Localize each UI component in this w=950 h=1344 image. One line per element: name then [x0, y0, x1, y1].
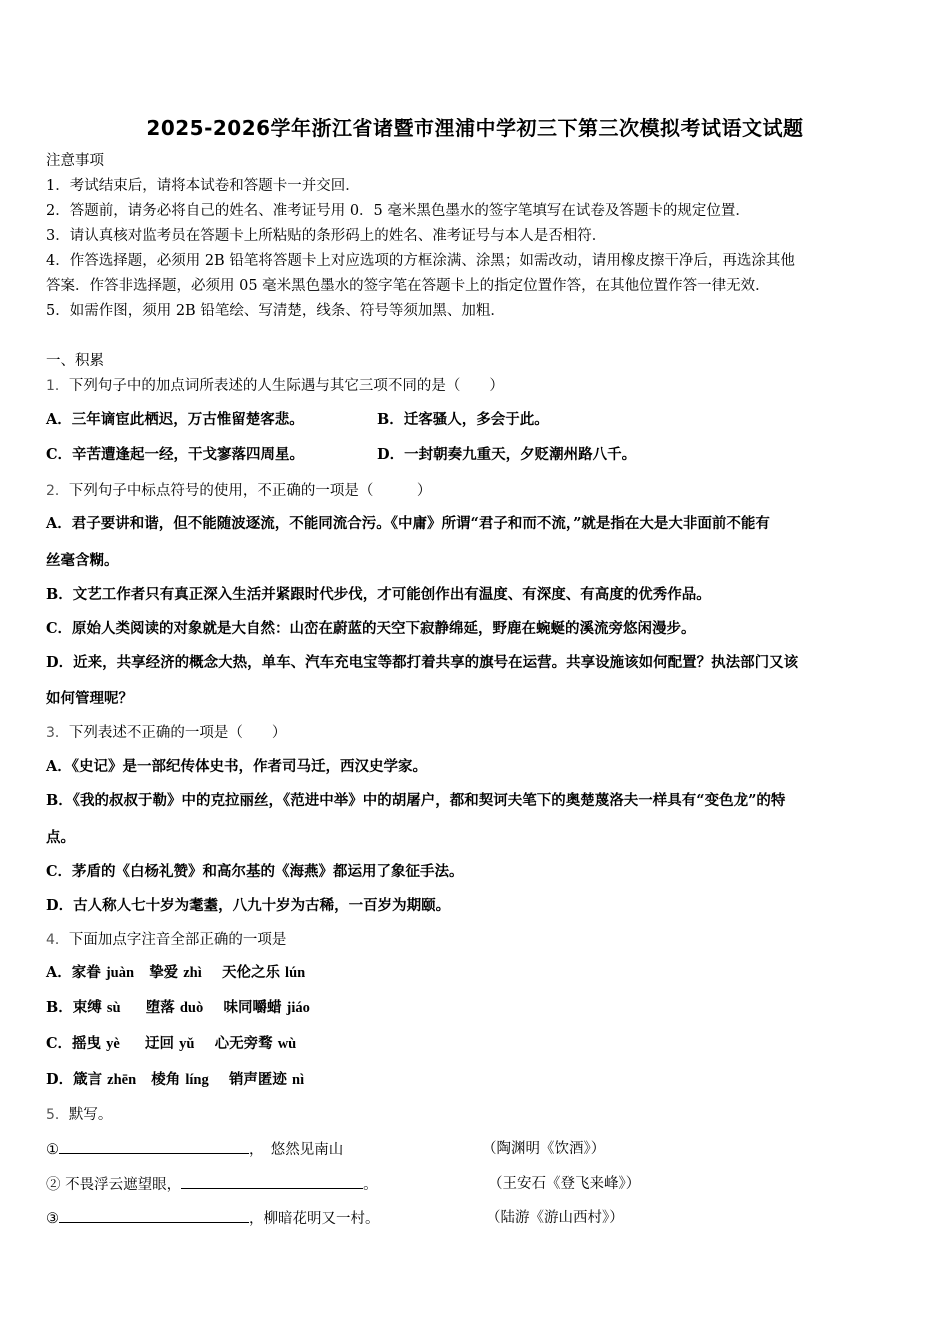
option-b-cont: 点。: [46, 829, 75, 846]
word: C．摇曳: [46, 1035, 102, 1052]
pinyin: nì: [292, 1072, 305, 1088]
word: B．束缚: [46, 999, 102, 1016]
question-stem: 下面加点字注音全部正确的一项是: [68, 932, 287, 948]
poem-source: （王安石《登飞来峰》）: [488, 1176, 641, 1192]
question-4: [46, 930, 286, 950]
option-c: C．辛苦遭逢起一经，干戈寥落四周星。: [46, 446, 305, 463]
question-number: 4．: [46, 932, 69, 948]
option-d: [46, 1070, 304, 1090]
notice-item: 4．作答选择题，必须用 2B 铅笔将答题卡上对应选项的方框涂满、涂黑；如需改动，请用橡皮擦干净后，再选涂其他: [46, 253, 795, 269]
notice-item: 答案．作答非选择题，必须用 05 毫米黑色墨水的签字笔在答题卡上的指定位置作答，在其他位置作答一律无效．: [46, 278, 770, 294]
pinyin: zhēn: [107, 1072, 137, 1088]
word: 挚爱: [149, 964, 179, 981]
question-stem: 下列句子中标点符号的使用，不正确的一项是（ ）: [68, 483, 432, 499]
word: 天伦之乐: [221, 964, 280, 981]
notice-heading: 注意事项: [46, 153, 104, 169]
question-stem: 默写。: [68, 1107, 113, 1123]
question-number: 1．: [46, 378, 69, 394]
option-c: C．茅盾的《白杨礼赞》和高尔基的《海燕》都运用了象征手法。: [46, 863, 464, 880]
option-a-cont: 丝毫含糊。: [46, 552, 119, 569]
pinyin: yè: [106, 1036, 120, 1052]
fill-line-3: [46, 1208, 380, 1229]
word: 味同嚼蜡: [223, 999, 282, 1016]
question-2: [46, 481, 431, 501]
option-d: D．一封朝奏九重天，夕贬潮州路八千。: [377, 446, 637, 463]
pinyin: sù: [106, 1000, 121, 1016]
word: 迂回: [145, 1035, 175, 1052]
option-d-cont: 如何管理呢？: [46, 690, 133, 707]
poem-source: （陶渊明《饮酒》）: [482, 1141, 606, 1157]
pinyin: lún: [285, 965, 306, 981]
page-title: 2025-2026学年浙江省诸暨市浬浦中学初三下第三次模拟考试语文试题: [146, 116, 804, 140]
fill-line-2: [46, 1174, 378, 1195]
pinyin: wù: [277, 1036, 297, 1052]
option-d: D．近来，共享经济的概念大热，单车、汽车充电宝等都打着共享的旗号在运营。共享设施该如何配置？执法部门又该: [46, 654, 799, 671]
option-b: B．《我的叔叔于勒》中的克拉丽丝，《范进中举》中的胡屠户，都和契诃夫笔下的奥楚蔑洛夫一样具有“变色龙”的特: [46, 792, 786, 809]
notice-item: 1．考试结束后，请将本试卷和答题卡一并交回．: [46, 178, 360, 194]
pinyin: juàn: [105, 965, 135, 981]
option-c: [46, 1034, 296, 1054]
answer-blank[interactable]: [181, 1174, 363, 1189]
poem-source: （陆游《游山西村》）: [486, 1210, 624, 1226]
option-a: [46, 963, 305, 983]
option-b: B．文艺工作者只有真正深入生活并紧跟时代步伐，才可能创作出有温度、有深度、有高度的优秀作品。: [46, 586, 711, 603]
pinyin: yǔ: [179, 1036, 195, 1052]
line-text: ② 不畏浮云遮望眼，: [46, 1177, 182, 1193]
pinyin: duò: [179, 1000, 204, 1016]
line-marker: ①: [46, 1142, 59, 1158]
pinyin: jiáo: [286, 1000, 310, 1016]
word: A．家眷: [46, 964, 101, 981]
word: 棱角: [151, 1071, 181, 1088]
option-d: D．古人称人七十岁为耄耋，八九十岁为古稀，一百岁为期颐。: [46, 897, 451, 914]
word: 堕落: [145, 999, 175, 1016]
answer-blank[interactable]: [59, 1208, 249, 1223]
question-stem: 下列表述不正确的一项是（ ）: [68, 725, 287, 741]
line-text: 。: [363, 1177, 378, 1193]
question-number: 3．: [46, 725, 69, 741]
line-marker: ③: [46, 1211, 59, 1227]
notice-item: 3．请认真核对监考员在答题卡上所粘贴的条形码上的姓名、准考证号与本人是否相符．: [46, 228, 607, 244]
notice-item: 2．答题前，请务必将自己的姓名、准考证号用 0．5 毫米黑色墨水的签字笔填写在试卷及答题卡的规定位置．: [46, 203, 750, 219]
line-text: ，柳暗花明又一村。: [249, 1211, 380, 1227]
pinyin: líng: [185, 1072, 209, 1088]
question-number: 2．: [46, 483, 69, 499]
word: 心无旁骛: [214, 1035, 273, 1052]
notice-item: 5．如需作图，须用 2B 铅笔绘、写清楚，线条、符号等须加黑、加粗．: [46, 303, 505, 319]
word: D．箴言: [46, 1071, 103, 1088]
question-3: [46, 723, 286, 743]
option-a: A．三年谪宦此栖迟，万古惟留楚客悲。: [46, 411, 304, 428]
answer-blank[interactable]: [59, 1139, 249, 1154]
line-text: ， 悠然见南山: [249, 1142, 344, 1158]
word: 销声匿迹: [228, 1071, 287, 1088]
question-number: 5．: [46, 1107, 69, 1123]
question-1: [46, 376, 504, 396]
option-a: A．《史记》是一部纪传体史书，作者司马迁，西汉史学家。: [46, 758, 427, 775]
fill-line-1: [46, 1139, 343, 1160]
option-b: B．迁客骚人，多会于此。: [377, 411, 549, 428]
option-a: A．君子要讲和谐，但不能随波逐流，不能同流合污。《中庸》所谓“君子和而不流，”就是指在大是大非面前不能有: [46, 515, 770, 532]
question-stem: 下列句子中的加点词所表述的人生际遇与其它三项不同的是（ ）: [68, 378, 504, 394]
option-b: [46, 998, 310, 1018]
pinyin: zhì: [183, 965, 202, 981]
option-c: C．原始人类阅读的对象就是大自然：山峦在蔚蓝的天空下寂静绵延，野鹿在蜿蜒的溪流旁悠闲漫步。: [46, 620, 696, 637]
question-5: [46, 1105, 112, 1125]
section-heading: 一、积累: [46, 353, 104, 369]
